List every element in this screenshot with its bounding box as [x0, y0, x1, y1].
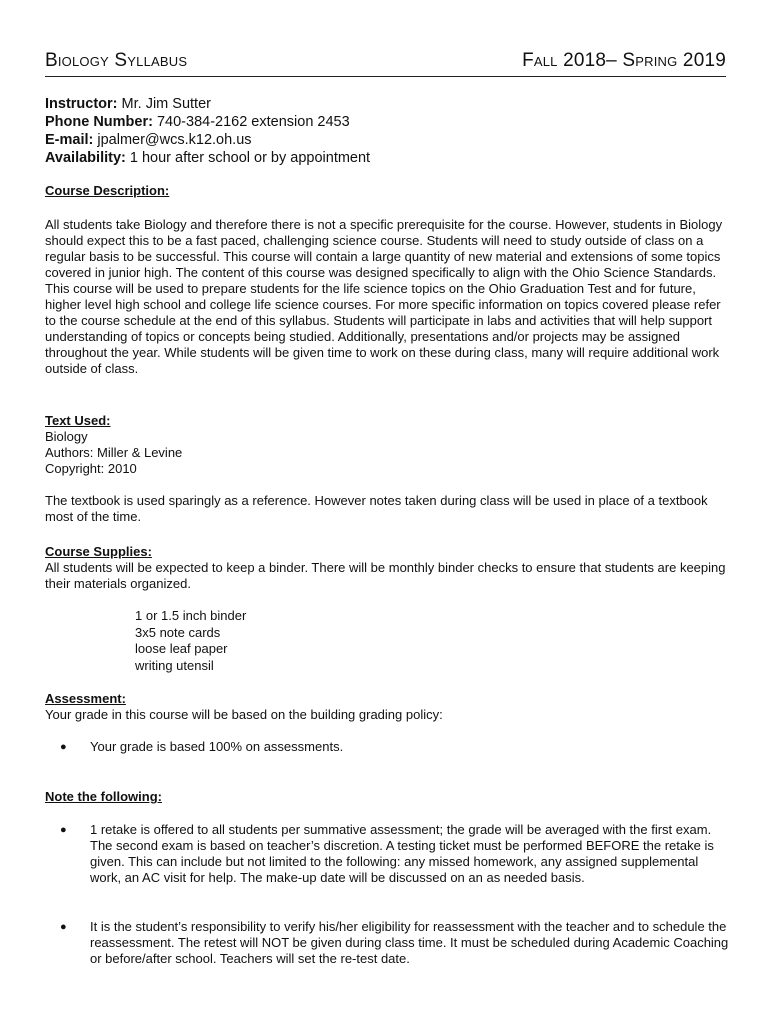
text-used-title: Biology	[45, 429, 88, 444]
instructor-name: Mr. Jim Sutter	[117, 96, 211, 112]
instructor-info	[45, 95, 370, 167]
list-item: loose leaf paper	[135, 641, 228, 656]
term-label: Fall 2018– Spring 2019	[522, 50, 726, 71]
assessment-section	[45, 691, 730, 723]
bullet-icon: ●	[60, 741, 67, 753]
availability-line	[45, 149, 370, 167]
text-used-section	[45, 413, 730, 525]
course-supplies-section	[45, 544, 730, 592]
note-section	[45, 789, 730, 805]
supplies-list	[135, 608, 246, 674]
phone-label: Phone Number:	[45, 114, 153, 130]
list-item: 1 or 1.5 inch binder	[135, 608, 247, 623]
list-item	[60, 822, 730, 886]
instructor-line	[45, 95, 370, 113]
textbook-note: The textbook is used sparingly as a reference. However notes taken during class will be used in place of a textbook most of the time.	[45, 493, 708, 524]
note-heading: Note the following:	[45, 789, 162, 804]
assessment-body: Your grade in this course will be based on the building grading policy:	[45, 707, 443, 722]
bullet-icon: ●	[60, 824, 67, 836]
availability-label: Availability:	[45, 150, 126, 166]
course-description-section	[45, 183, 730, 377]
document-title: Biology Syllabus	[45, 50, 188, 71]
list-item	[60, 919, 730, 967]
email-address: jpalmer@wcs.k12.oh.us	[93, 132, 252, 148]
email-line	[45, 131, 370, 149]
document-header	[45, 50, 726, 77]
list-item: writing utensil	[135, 657, 214, 673]
course-description-heading: Course Description:	[45, 183, 170, 198]
text-used-authors: Authors: Miller & Levine	[45, 445, 183, 460]
phone-number: 740-384-2162 extension 2453	[152, 114, 350, 130]
instructor-label: Instructor:	[45, 96, 118, 112]
assessment-bullet-text: Your grade is based 100% on assessments.	[90, 739, 344, 754]
course-supplies-heading: Course Supplies:	[45, 544, 152, 559]
course-description-body: All students take Biology and therefore there is not a specific prerequisite for the course. However, students in Biology should expect this to be a fast paced, challenging science course. Students will need to study outside of class on a regular basis to be successful. This course will contain a large quantity of new material and extensions of some topics covered in junior high. The content of this course was designed specifically to align with the Ohio Science Standards. This course will be used to prepare students for the life science topics on the Ohio Graduation Test and for future, higher level high school and college life science courses. For more specific information on topics covered please refer to the course schedule at the end of this syllabus. Students will participate in labs and activities that will help support understanding of topics or concepts being studied. Additionally, presentations and/or projects may be assigned throughout the year. While students will be given time to work on these during class, many will require additional work outside of class.	[45, 217, 723, 376]
note-bullet-text: It is the student’s responsibility to verify his/her eligibility for reassessment with the teacher and to schedule the reassessment. The retest will NOT be given during class time. It must be scheduled during Academic Coaching or before/after school. Teachers will set the re-test date.	[90, 919, 729, 966]
course-supplies-body: All students will be expected to keep a binder. There will be monthly binder checks to ensure that students are keeping their materials organized.	[45, 560, 726, 591]
list-item	[60, 739, 730, 755]
phone-line	[45, 113, 370, 131]
bullet-icon: ●	[60, 921, 67, 933]
list-item: 3x5 note cards	[135, 624, 221, 640]
email-label: E-mail:	[45, 132, 94, 148]
assessment-heading: Assessment:	[45, 691, 126, 706]
note-bullet-text: 1 retake is offered to all students per summative assessment; the grade will be averaged with the first exam. The second exam is based on teacher’s discretion. A testing ticket must be performed BEFORE the retake is given. This can include but not limited to the following: any missed homework, any assigned supplemental work, an AC visit for help. The make-up date will be discussed on an as needed basis.	[90, 822, 714, 885]
text-used-copyright: Copyright: 2010	[45, 461, 137, 476]
availability-text: 1 hour after school or by appointment	[125, 150, 371, 166]
text-used-heading: Text Used:	[45, 413, 111, 428]
